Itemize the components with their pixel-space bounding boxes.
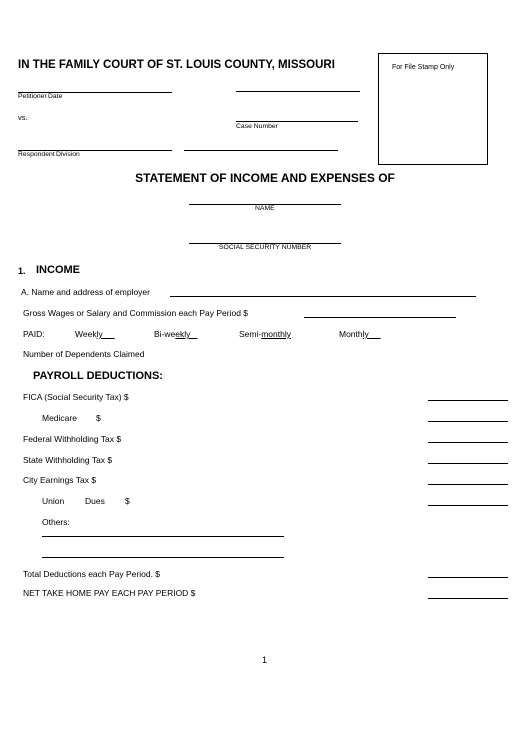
- city-tax-line[interactable]: [428, 484, 508, 485]
- biweekly-underlined: ekly: [175, 329, 191, 339]
- paid-monthly-option[interactable]: [339, 330, 381, 339]
- petitioner-label: Petitioner: [18, 93, 47, 100]
- state-tax-label: State Withholding Tax $: [23, 455, 113, 465]
- page-number: 1: [262, 655, 268, 665]
- name-caption: NAME: [255, 205, 275, 212]
- medicare-label: Medicare: [42, 413, 77, 423]
- paid-weekly-option[interactable]: [75, 330, 115, 339]
- income-heading: INCOME: [36, 264, 80, 276]
- paid-biweekly-option[interactable]: [154, 330, 197, 339]
- union-label: Union: [42, 496, 65, 506]
- others-line-2[interactable]: [42, 557, 284, 558]
- dependents-label: Number of Dependents Claimed: [23, 349, 145, 359]
- biweekly-blank: [190, 329, 197, 339]
- file-stamp-label: For File Stamp Only: [392, 64, 455, 71]
- semimonthly-underlined: monthly: [261, 329, 291, 339]
- respondent-label: Respondent: [18, 151, 55, 158]
- medicare-dollar: $: [96, 413, 101, 423]
- employer-line[interactable]: [170, 296, 476, 297]
- payroll-deductions-heading: PAYROLL DEDUCTIONS:: [33, 370, 163, 382]
- fica-line[interactable]: [428, 400, 508, 401]
- dues-label: Dues: [85, 496, 105, 506]
- medicare-line[interactable]: [428, 421, 508, 422]
- union-dues-line[interactable]: [428, 505, 508, 506]
- section-number: 1.: [18, 266, 26, 276]
- paid-semimonthly-option[interactable]: [239, 330, 291, 339]
- federal-tax-label: Federal Withholding Tax $: [23, 434, 122, 444]
- total-deductions-label: Total Deductions each Pay Period. $: [23, 569, 161, 579]
- gross-wages-label: Gross Wages or Salary and Commission each Pay Period $: [23, 308, 249, 318]
- ssn-caption: SOCIAL SECURITY NUMBER: [219, 244, 312, 251]
- fica-label: FICA (Social Security Tax) $: [23, 392, 129, 402]
- date-line[interactable]: [236, 91, 360, 92]
- federal-tax-line[interactable]: [428, 442, 508, 443]
- employer-label: A. Name and address of employer: [21, 287, 150, 297]
- court-title: IN THE FAMILY COURT OF ST. LOUIS COUNTY, MISSOURI: [18, 59, 335, 71]
- case-number-label: Case Number: [236, 123, 278, 130]
- others-line-1[interactable]: [42, 536, 284, 537]
- paid-label: PAID:: [23, 329, 45, 339]
- monthly-blank: [369, 329, 381, 339]
- case-number-line[interactable]: [236, 121, 358, 122]
- weekly-blank: [103, 329, 115, 339]
- semimonthly-text: Semi-: [239, 329, 262, 339]
- monthly-underlined: ly: [362, 329, 369, 339]
- monthly-text: Month: [339, 329, 363, 339]
- document-title: STATEMENT OF INCOME AND EXPENSES OF: [135, 171, 395, 185]
- versus-label: vs.: [18, 113, 28, 122]
- division-line[interactable]: [184, 150, 338, 151]
- dues-dollar: $: [125, 496, 130, 506]
- gross-wages-line[interactable]: [304, 317, 456, 318]
- others-label: Others:: [42, 517, 70, 527]
- biweekly-text: Bi-we: [154, 329, 176, 339]
- net-pay-line[interactable]: [428, 598, 508, 599]
- city-tax-label: City Earnings Tax $: [23, 475, 97, 485]
- weekly-text: Week: [75, 329, 97, 339]
- weekly-underlined: ly: [96, 329, 103, 339]
- division-label: Division: [56, 151, 80, 158]
- total-deductions-line[interactable]: [428, 577, 508, 578]
- net-pay-label: NET TAKE HOME PAY EACH PAY PERIOD $: [23, 588, 196, 598]
- date-label: Date: [48, 93, 63, 100]
- state-tax-line[interactable]: [428, 463, 508, 464]
